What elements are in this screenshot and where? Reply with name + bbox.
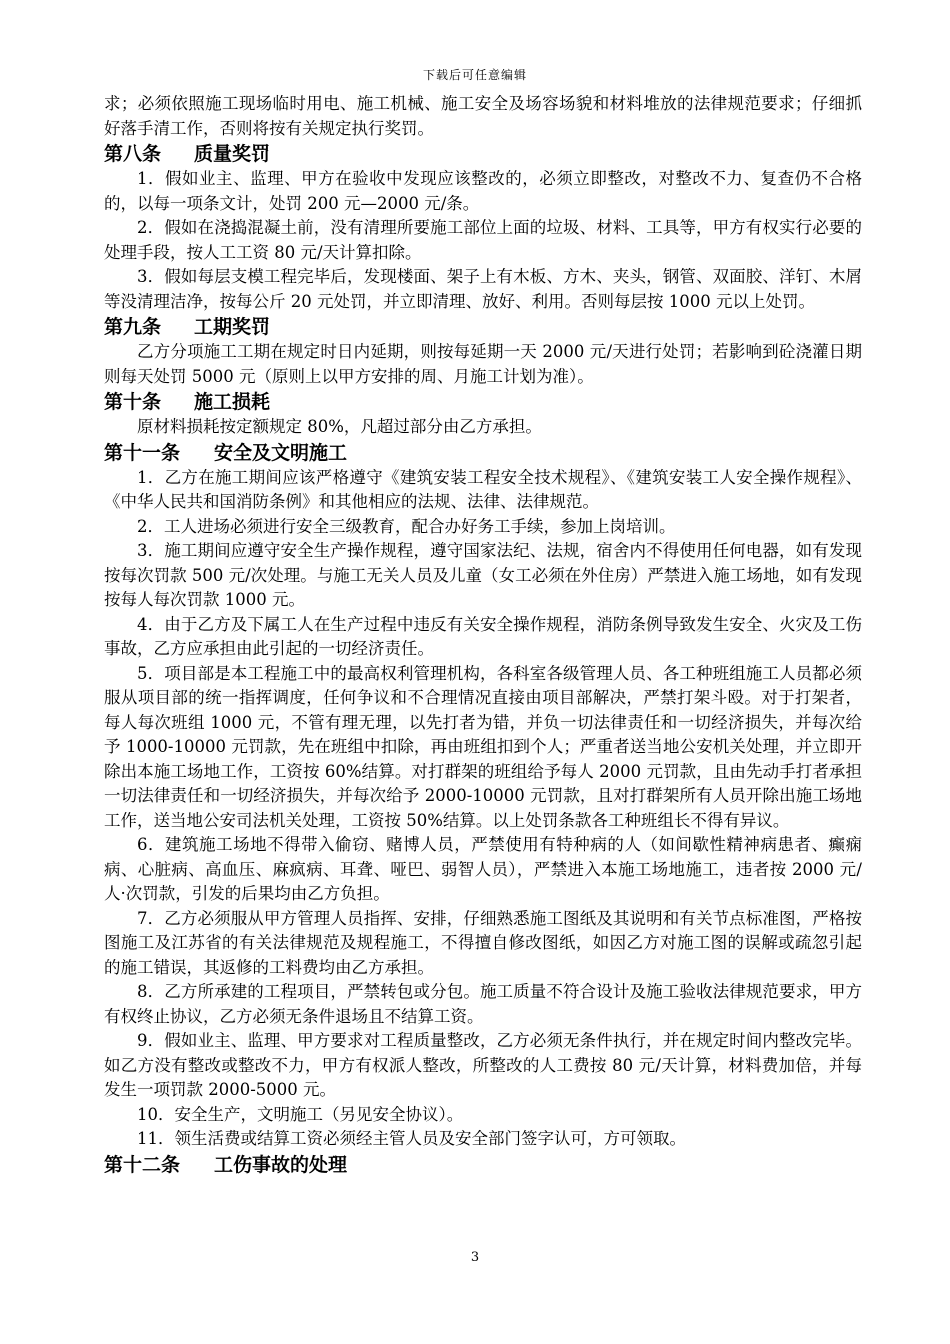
article-11-clause-2: 2．工人进场必须进行安全三级教育，配合办好务工手续，参加上岗培训。 xyxy=(137,516,676,536)
article-number: 第十二条 xyxy=(104,1153,181,1176)
article-11-clause-8: 8．乙方所承建的工程项目，严禁转包或分包。施工质量不符合设计及施工验收法律规范要求，甲方有权终止协议，乙方必须无条件退场且不结算工资。 xyxy=(104,982,862,1026)
article-11-clause-1: 1．乙方在施工期间应该严格遵守《建筑安装工程安全技术规程》、《建筑安装工人安全操作规程》、《中华人民共和国消防条例》和其他相应的法规、法律、法律规范。 xyxy=(104,467,862,511)
article-8-clause-3: 3．假如每层支模工程完毕后，发现楼面、架子上有木板、方木、夹头，钢管、双面胶、洋钉、木屑等没清理洁净，按每公斤 20 元处罚，并立即清理、放好、利用。否则每层按 1000 元以上处罚。 xyxy=(104,267,862,311)
article-9-clause-1: 乙方分项施工工期在规定时日内延期，则按每延期一天 2000 元/天进行处罚；若影响到砼浇灌日期则每天处罚 5000 元（原则上以甲方安排的周、月施工计划为准）。 xyxy=(104,342,862,386)
article-11-clause-3: 3．施工期间应遵守安全生产操作规程，遵守国家法纪、法规，宿舍内不得使用任何电器，如有发现按每次罚款 500 元/次处理。与施工无关人员及儿童（女工必须在外住房）严禁进入施工场地，如有发现按每人每次罚款 1000 元。 xyxy=(104,541,862,609)
article-11-clause-7: 7．乙方必须服从甲方管理人员指挥、安排，仔细熟悉施工图纸及其说明和有关节点标准图，严格按图施工及江苏省的有关法律规范及规程施工，不得擅自修改图纸，如因乙方对施工图的误解或疏忽引起的施工错误，其返修的工料费均由乙方承担。 xyxy=(104,908,862,977)
article-11-clause-5: 5．项目部是本工程施工中的最高权利管理机构，各科室各级管理人员、各工种班组施工人员都必须服从项目部的统一指挥调度，任何争议和不合理情况直接由项目部解决，严禁打架斗殴。对于打架者，每人每次班组 1000 元，不管有理无理，以先打者为错，并负一切法律责任和一切经济损失，并每次给予 1000-10000 元罚款，先在班组中扣除，再由班组扣到个人；严重者送当地公安机关处理，并立即开除出本施工场地工作，工资按 60%结算。对打群架的班组给予每人 2000 元罚款，且由先动手打者承担一切法律责任和一切经济损失，并每次给予 2000-10000 元罚款，且对打群架所有人员开除出施工场地工作，送当地公安司法机关处理，工资按 50%结算。以上处罚条款各工种班组长不得有异议。 xyxy=(104,663,862,830)
article-11-heading xyxy=(104,440,862,466)
article-11-clause-10: 10．安全生产，文明施工（另见安全协议）。 xyxy=(137,1104,464,1124)
article-8-clause-2: 2．假如在浇捣混凝土前，没有清理所要施工部位上面的垃圾、材料、工具等，甲方有权实行必要的处理手段，按人工工资 80 元/天计算扣除。 xyxy=(104,218,862,262)
article-10-clause-1: 原材料损耗按定额规定 80%，凡超过部分由乙方承担。 xyxy=(137,417,542,436)
article-11-clause-9: 9．假如业主、监理、甲方要求对工程质量整改，乙方必须无条件执行，并在规定时间内整改完毕。如乙方没有整改或整改不力，甲方有权派人整改，所整改的人工费按 80 元/天计算，材料费加倍，并每发生一项罚款 2000-5000 元。 xyxy=(104,1031,862,1099)
article-title: 质量奖罚 xyxy=(194,143,271,165)
article-number: 第十条 xyxy=(104,391,162,413)
article-title: 工伤事故的处理 xyxy=(214,1153,348,1176)
article-title: 施工损耗 xyxy=(194,391,271,413)
article-title: 工期奖罚 xyxy=(194,316,271,338)
article-12-heading xyxy=(104,1152,862,1178)
article-number: 第九条 xyxy=(104,316,162,338)
article-8-heading xyxy=(104,141,862,167)
article-9-heading xyxy=(104,314,862,340)
article-number: 第十一条 xyxy=(104,441,181,464)
article-11-clause-6: 6．建筑施工场地不得带入偷窃、赌博人员，严禁使用有特种病的人（如间歇性精神病患者、癫痫病、心脏病、高血压、麻疯病、耳聋、哑巴、弱智人员），严禁进入本施工场地施工，违者按 2000 元/人·次罚款，引发的后果均由乙方负担。 xyxy=(104,835,862,903)
article-11-clause-11: 11．领生活费或结算工资必须经主管人员及安全部门签字认可，方可领取。 xyxy=(137,1129,686,1148)
intro-paragraph: 求；必须依照施工现场临时用电、施工机械、施工安全及场容场貌和材料堆放的法律规范要求；仔细抓好落手清工作，否则将按有关规定执行奖罚。 xyxy=(104,94,862,138)
article-11-clause-4: 4．由于乙方及下属工人在生产过程中违反有关安全操作规程，消防条例导致发生安全、火灾及工伤事故，乙方应承担由此引起的一切经济责任。 xyxy=(104,614,862,658)
article-number: 第八条 xyxy=(104,143,162,165)
article-title: 安全及文明施工 xyxy=(214,441,348,464)
document-body xyxy=(104,92,862,1178)
page-header: 下载后可任意编辑 xyxy=(422,68,527,82)
article-10-heading xyxy=(104,389,862,415)
article-8-clause-1: 1．假如业主、监理、甲方在验收中发现应该整改的，必须立即整改，对整改不力、复查仍不合格的，以每一项条文计，处罚 200 元—2000 元/条。 xyxy=(104,169,862,213)
page-number: 3 xyxy=(470,1250,480,1265)
